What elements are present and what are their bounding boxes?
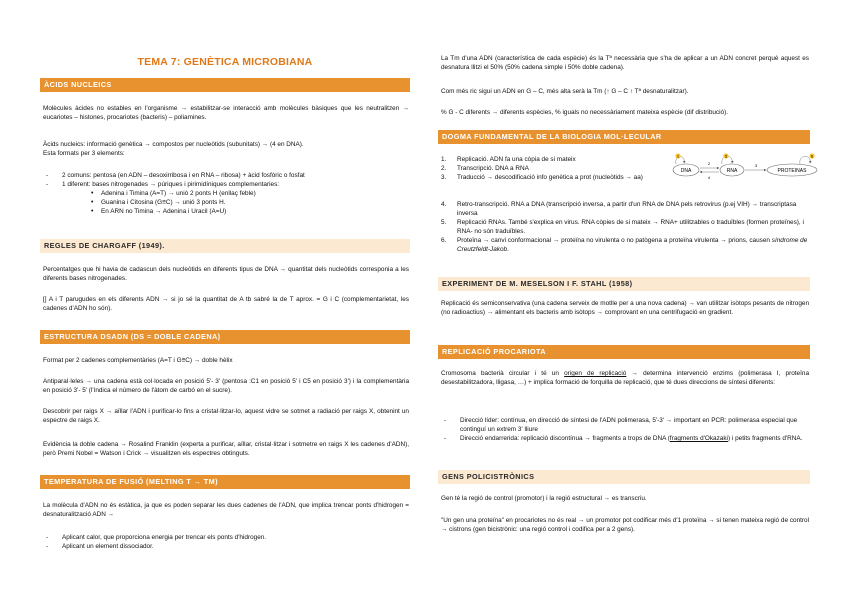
step-2-label: 2 [707,161,711,166]
fusio-list-item-2: - Aplicant un element dissociador. [43,542,409,551]
tm-paragraph-1 [441,54,809,72]
gens-paragraph-1 [441,494,809,503]
dsadn-p3: Descobrir per raigs X → aïllar l'ADN i purificar-lo fins a cristal·litzar-lo, aquest vidre se sotmet a radiació per raigs X, obtenint un espectre de raigs X. [43,408,409,425]
meselson-paragraph [441,299,809,317]
tm-p2: Com més ric sigui un ADN en G – C, més alta serà la Tm (↑ G – C ↑ Tª desnaturalitzar). [441,88,689,95]
replicacio-list-item-2: - Direcció endarrerida: replicació discontínua → fragments a trops de DNA (fragments d'Okazaki) i petits fragments d'RNA. [441,434,809,443]
gens-paragraph-2 [441,516,809,534]
gens-p2: "Un gen una proteïna" en procariotes no és real → un promotor pot codificar més d'1 proteïna → si tenen mateixa regió de control → cistrons (gen bicistrònic: una regió control i codifica per a 2 gens). [441,517,809,534]
acids-list [43,171,409,216]
acids-paragraph-2 [43,140,409,158]
dogma-item-5: 5. Replicació RNAs. També s'explica en virus. RNA còpies de si mateix → RNA+ utilitzables o traduïbles (formen proteïnes), i RNA- no són traduïbles. [441,219,804,236]
step-5-label: 5 [724,153,728,159]
acids-list-item-2: - 1 diferent: bases nitrogenades → púriques i pirimidíniques complementaries: [43,180,409,189]
section-header-dogma: DOGMA FUNDAMENTAL DE LA BIOLOGIA MOL·LECULAR [438,130,810,144]
dogma-list-top [438,155,672,182]
prion-loop-arrow [800,156,810,164]
acids-p2b: Esta formats per 3 elements: [43,150,125,158]
replicacio-list [441,416,809,443]
dogma-item-1: 1. Replicació. ADN fa una còpia de si mateix [441,156,576,163]
acids-sublist-item-1: • Adenina i Timina (A=T) → unió 2 ponts H (enllaç feble) [43,189,409,198]
section-header-fusio: TEMPERATURA DE FUSIÓ (MELTING T → TM) [40,475,410,489]
meselson-p1: Replicació és semiconservativa (una cadena serveix de motlle per a una nova cadena) → van utilitzar isòtops pesants de nitrogen (no radioactius) → alimentant els bacteris amb isòtops → comprovant en una centrifugació en gradient. [441,300,809,317]
tm-paragraph-3 [441,108,809,117]
dsadn-paragraph-1 [43,356,409,365]
acids-paragraph-1 [43,104,409,122]
step-3-label: 3 [754,163,758,168]
dsadn-p1: Format per 2 cadenes complementàries (A=T i G≡C) → doble hèlix [43,357,233,364]
section-header-replicacio: REPLICACIÓ PROCARIOTA [438,345,810,359]
tm-paragraph-2 [441,87,809,96]
step-1-label: 1 [676,153,680,159]
dogma-item-3: 3. Traducció → descodificació info genètica a prot (nucleòtids → aa) [441,174,643,182]
dna-label: DNA [680,168,692,174]
chargaff-paragraph-2 [43,295,409,313]
replicacio-paragraph [441,369,809,387]
fusio-p1: La molècula d'ADN no és estàtica, ja que es poden separar les dues cadenes de l'ADN, que implica trencar ponts d'hidrogen = desnaturalització ADN → [43,502,409,519]
acids-p2a: Àcids nucleics: informació genètica → compostos per nucleòtids (subunitats) → (4 en DNA). [43,141,304,148]
fusio-list [43,533,409,551]
dogma-item-2: 2. Transcripció. DNA a RNA [441,165,529,173]
dsadn-p2: Antiparal·leles → una cadena està col·locada en posició 5'- 3' (pentosa :C1 en posició 5' i C5 en posició 3') i la complementària en posició 3'- 5' (l'índica el número de l'àtom de carbó en el sucre). [43,378,409,395]
rna-label: RNA [726,168,738,174]
central-dogma-diagram [672,152,820,184]
section-header-chargaff: REGLES DE CHARGAFF (1949). [40,239,410,253]
page-title: TEMA 7: GENÈTICA MICROBIANA [137,56,313,68]
tm-p3: % G - C diferents → diferents espècies, % iguals no necessàriament mateixa espècie (dif distribució). [441,109,728,116]
fusio-paragraph-1 [43,501,409,519]
acids-p1: Molècules àcides no estables en l'organisme → estabilitzar-se interacció amb molècules bàsiques que les neutralitzen → eucariotes – histones, procariotes (bacteris) – poliamines. [43,105,409,122]
chargaff-p1: Percentatges que hi havia de cadascun dels nucleòtids en diferents tipus de DNA → quantitat dels nucleòtids corresponia a les diferents bases nitrogenades. [43,266,409,283]
dsadn-paragraph-4 [43,440,409,458]
dsadn-paragraph-3 [43,407,409,425]
step-4-label: 4 [707,175,711,180]
proteins-label: PROTEINAS [777,168,807,174]
gens-p1: Gen té la regió de control (promotor) i la regió estructural → es transcriu. [441,495,647,502]
dsadn-p4: Evidència la doble cadena → Rosalind Franklin (experta a purificar, aïllar, cristal·litzar i sotmetre en raigs X les cadenes d'ADN), però Premi Nobel = Watson i Crick → visualitzen els espectres obtinguts. [43,441,409,458]
section-header-acids: ÀCIDS NUCLEICS [40,78,410,92]
dogma-list-bottom [438,200,810,255]
fusio-list-item-1: - Aplicant calor, que proporciona energia per trencar els ponts d'hidrogen. [43,533,409,542]
section-header-dsadn: ESTRUCTURA DSADN (DS = DOBLE CADENA) [40,330,410,344]
dogma-item-6: 6. Proteïna → canvi conformacional → proteïna no virulenta o no patògena a proteïna virulenta → prions, causen síndrome de Creutzfeldt-Jakob. [441,237,808,254]
tm-p1: La Tm d'una ADN (característica de cada espècie) és la Tª necessària que s'ha de aplicar a un ADN concret perquè aquest es desnatura llitzi el 50% (50% cadena simple i 50% doble cadena). [441,55,809,72]
chargaff-p2: [] A i T parugudes en els diferents ADN → si jo sé la quantitat de A tb sabré la de T aprox. = G i C (complementarietat, les cadenes d'ADN ho són). [43,296,409,313]
acids-sublist-item-3: • En ARN no Timina → Adenina i Uracil (A=U) [43,207,409,216]
replicacio-list-item-1: - Direcció líder: contínua, en direcció de síntesi de l'ADN polimerasa, 5'-3' → important en PCR: polimerasa especial que continguí un extrem 3' lliure [441,416,809,434]
dogma-item-4: 4. Retro-transcripció. RNA a DNA (transcripció inversa, a partir d'un RNA de DNA pels retrovirus (p.ej VIH) → transcriptasa inversa [441,201,797,218]
dsadn-paragraph-2 [43,377,409,395]
acids-list-item-1: - 2 comuns: pentosa (en ADN – desoxirribosa i en RNA – ribosa) + àcid fosfòric o fosfat [43,171,409,180]
section-header-meselson: EXPERIMENT DE M. MESELSON I F. STAHL (1958) [438,277,810,291]
step-6-label: 6 [810,153,814,159]
chargaff-paragraph-1 [43,265,409,283]
section-header-gens: GENS POLICISTRÒNICS [438,470,810,484]
acids-sublist-item-2: • Guanina i Citosina (G≡C) → unió 3 ponts H. [43,198,409,207]
replicacio-p1: Cromosoma bacterià circular i té un origen de replicació → determina intervenció enzims (polimerasa I, proteïna desestabilitzadora, lligasa, …) + implica formació de forquilla de replicació, que té dues direccions de síntesi diferents: [441,370,809,387]
